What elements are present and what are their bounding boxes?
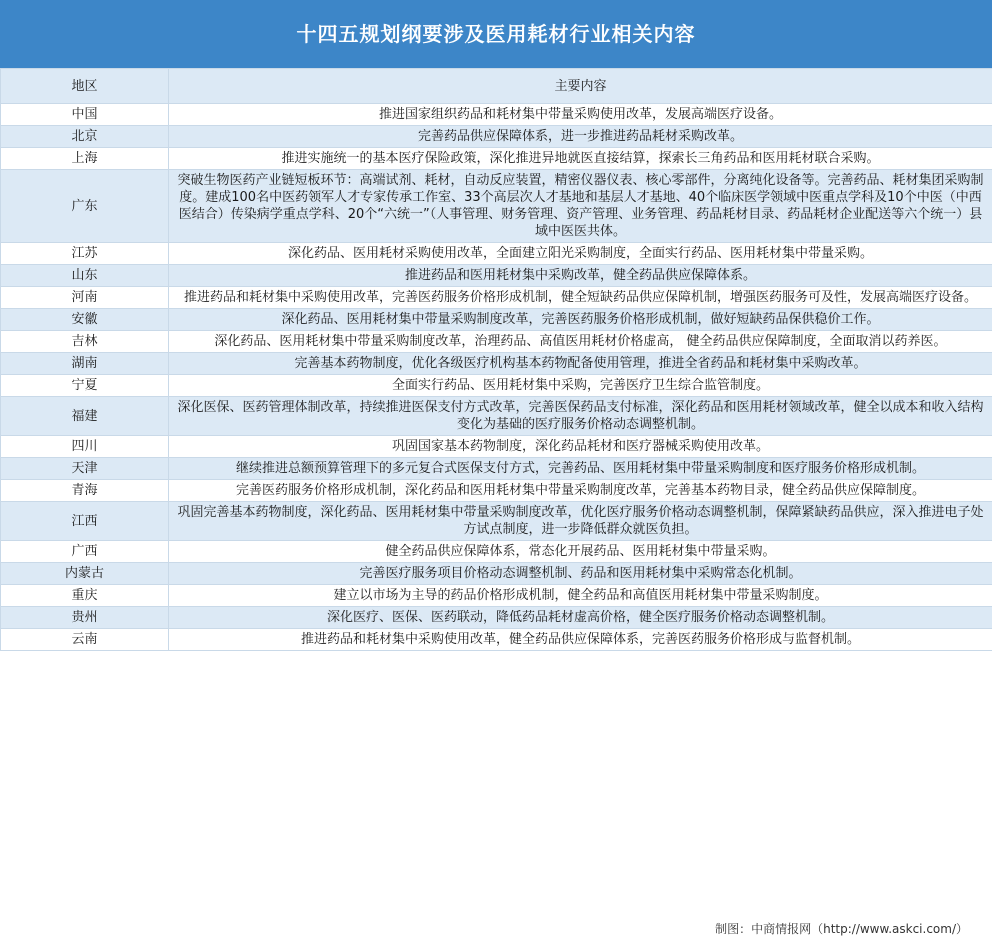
table-row	[1, 104, 992, 126]
region-cell: 重庆	[1, 585, 169, 607]
table-row	[1, 243, 992, 265]
region-cell: 贵州	[1, 607, 169, 629]
table-header-row	[1, 69, 992, 104]
content-cell: 完善医疗服务项目价格动态调整机制、药品和医用耗材集中采购常态化机制。	[169, 563, 992, 585]
column-header-content: 主要内容	[169, 69, 992, 104]
region-cell: 青海	[1, 480, 169, 502]
table-row	[1, 436, 992, 458]
content-cell: 推进国家组织药品和耗材集中带量采购使用改革，发展高端医疗设备。	[169, 104, 992, 126]
region-cell: 江苏	[1, 243, 169, 265]
content-cell: 继续推进总额预算管理下的多元复合式医保支付方式，完善药品、医用耗材集中带量采购制度和医疗服务价格形成机制。	[169, 458, 992, 480]
region-cell: 江西	[1, 502, 169, 541]
content-cell: 突破生物医药产业链短板环节：高端试剂、耗材，自动反应装置，精密仪器仪表、核心零部件，分离纯化设备等。完善药品、耗材集团采购制度。建成100名中医药领军人才专家传承工作室、33个高层次人才基地和基层人才基地、40个临床医学领域中医重点学科及10个中医（中西医结合）传染病学重点学科、20个“六统一”（人事管理、财务管理、资产管理、业务管理、药品耗材目录、药品耗材企业配送等六个统一）县域中医医共体。	[169, 170, 992, 243]
table-row	[1, 265, 992, 287]
content-cell: 深化药品、医用耗材集中带量采购制度改革，完善医药服务价格形成机制，做好短缺药品保供稳价工作。	[169, 309, 992, 331]
region-cell: 上海	[1, 148, 169, 170]
table-row	[1, 287, 992, 309]
table-row	[1, 458, 992, 480]
region-cell: 河南	[1, 287, 169, 309]
table-row	[1, 607, 992, 629]
region-cell: 山东	[1, 265, 169, 287]
table-row	[1, 563, 992, 585]
content-cell: 推进实施统一的基本医疗保险政策，深化推进异地就医直接结算，探索长三角药品和医用耗材联合采购。	[169, 148, 992, 170]
region-cell: 四川	[1, 436, 169, 458]
content-cell: 推进药品和耗材集中采购使用改革，健全药品供应保障体系，完善医药服务价格形成与监督机制。	[169, 629, 992, 651]
policy-table	[0, 68, 992, 651]
content-cell: 推进药品和医用耗材集中采购改革，健全药品供应保障体系。	[169, 265, 992, 287]
content-cell: 巩固国家基本药物制度，深化药品耗材和医疗器械采购使用改革。	[169, 436, 992, 458]
table-row	[1, 353, 992, 375]
region-cell: 天津	[1, 458, 169, 480]
region-cell: 广东	[1, 170, 169, 243]
region-cell: 湖南	[1, 353, 169, 375]
region-cell: 中国	[1, 104, 169, 126]
column-header-region: 地区	[1, 69, 169, 104]
region-cell: 广西	[1, 541, 169, 563]
table-row	[1, 397, 992, 436]
content-cell: 健全药品供应保障体系，常态化开展药品、医用耗材集中带量采购。	[169, 541, 992, 563]
table-row	[1, 126, 992, 148]
content-cell: 推进药品和耗材集中采购使用改革，完善医药服务价格形成机制，健全短缺药品供应保障机制，增强医药服务可及性，发展高端医疗设备。	[169, 287, 992, 309]
region-cell: 北京	[1, 126, 169, 148]
content-cell: 深化医保、医药管理体制改革，持续推进医保支付方式改革，完善医保药品支付标准，深化药品和医用耗材领域改革，健全以成本和收入结构变化为基础的医疗服务价格动态调整机制。	[169, 397, 992, 436]
source-credit: 制图：中商情报网（http://www.askci.com/）	[0, 914, 992, 944]
table-row	[1, 309, 992, 331]
table-row	[1, 502, 992, 541]
region-cell: 福建	[1, 397, 169, 436]
region-cell: 宁夏	[1, 375, 169, 397]
table-row	[1, 585, 992, 607]
table-row	[1, 541, 992, 563]
table-row	[1, 629, 992, 651]
region-cell: 云南	[1, 629, 169, 651]
region-cell: 内蒙古	[1, 563, 169, 585]
content-cell: 全面实行药品、医用耗材集中采购，完善医疗卫生综合监管制度。	[169, 375, 992, 397]
region-cell: 吉林	[1, 331, 169, 353]
content-cell: 深化药品、医用耗材采购使用改革，全面建立阳光采购制度，全面实行药品、医用耗材集中带量采购。	[169, 243, 992, 265]
table-row	[1, 331, 992, 353]
page-title: 十四五规划纲要涉及医用耗材行业相关内容	[0, 0, 992, 68]
table-body	[1, 104, 992, 651]
table-row	[1, 375, 992, 397]
content-cell: 巩固完善基本药物制度，深化药品、医用耗材集中带量采购制度改革，优化医疗服务价格动态调整机制，保障紧缺药品供应，深入推进电子处方试点制度，进一步降低群众就医负担。	[169, 502, 992, 541]
content-cell: 深化医疗、医保、医药联动，降低药品耗材虚高价格，健全医疗服务价格动态调整机制。	[169, 607, 992, 629]
content-cell: 深化药品、医用耗材集中带量采购制度改革，治理药品、高值医用耗材价格虚高， 健全药品供应保障制度，全面取消以药养医。	[169, 331, 992, 353]
content-cell: 完善基本药物制度，优化各级医疗机构基本药物配备使用管理，推进全省药品和耗材集中采购改革。	[169, 353, 992, 375]
table-row	[1, 170, 992, 243]
content-cell: 建立以市场为主导的药品价格形成机制，健全药品和高值医用耗材集中带量采购制度。	[169, 585, 992, 607]
table-row	[1, 480, 992, 502]
region-cell: 安徽	[1, 309, 169, 331]
content-cell: 完善医药服务价格形成机制，深化药品和医用耗材集中带量采购制度改革，完善基本药物目录，健全药品供应保障制度。	[169, 480, 992, 502]
content-cell: 完善药品供应保障体系，进一步推进药品耗材采购改革。	[169, 126, 992, 148]
table-row	[1, 148, 992, 170]
